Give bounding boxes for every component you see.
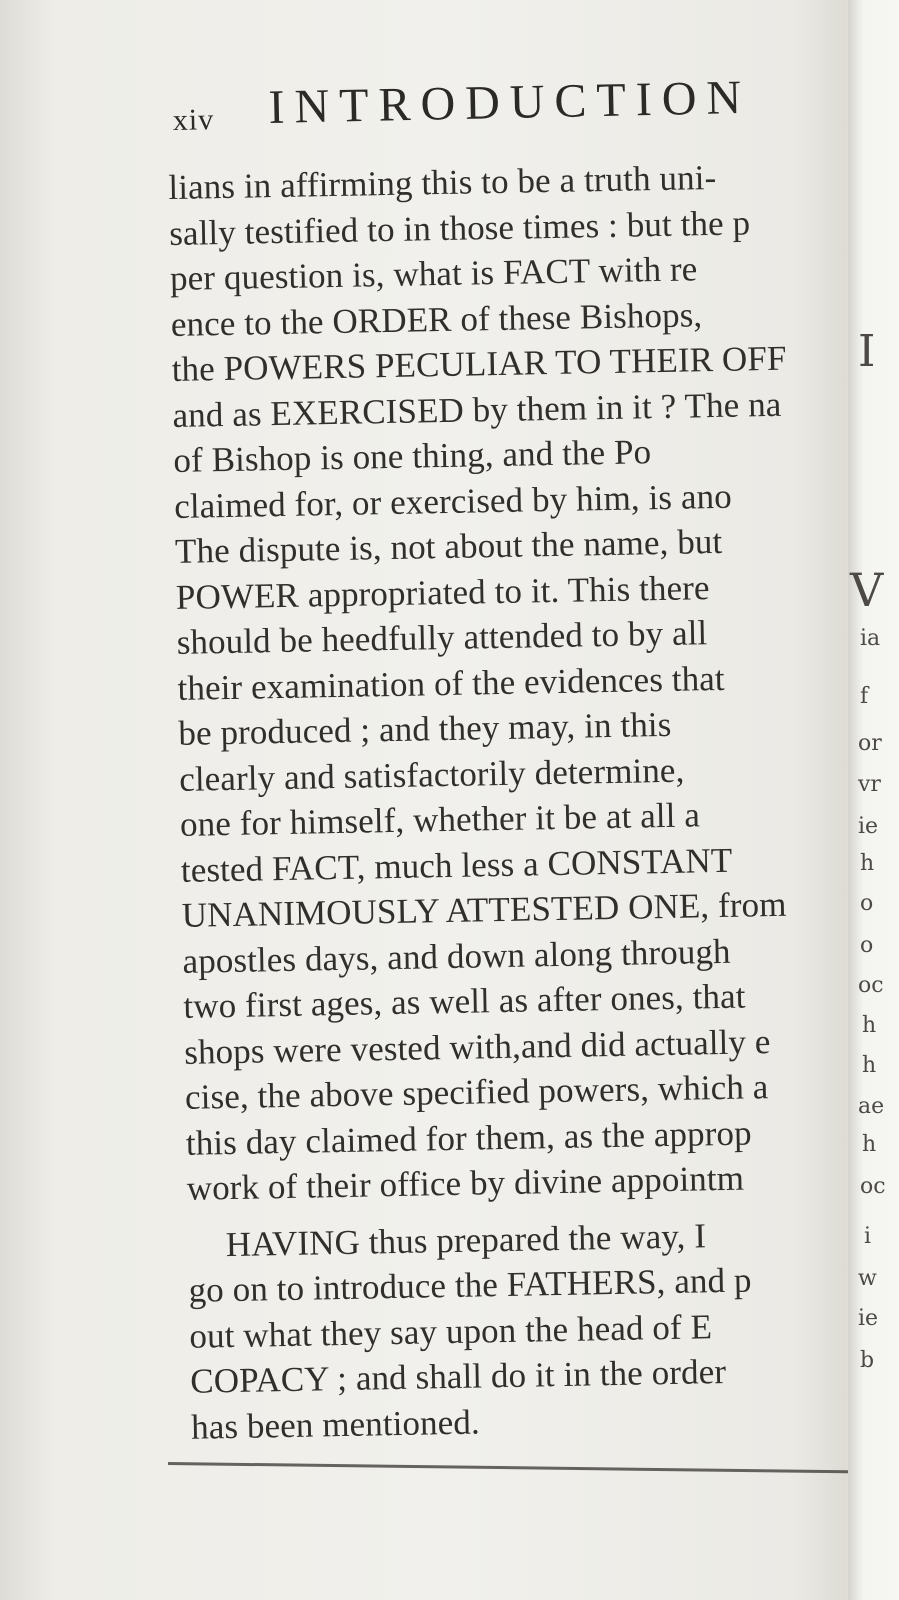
- running-title: INTRODUCTION: [267, 70, 752, 134]
- leaf-fragment: or: [858, 731, 882, 756]
- text-line: this day claimed for them, as the approp: [185, 1112, 752, 1163]
- text-line: and as EXERCISED by them in it ? The na: [172, 384, 782, 435]
- page-number: xiv: [172, 103, 215, 137]
- text-line: per question is, what is FACT with re: [169, 249, 698, 298]
- text-line: lians in affirming this to be a truth uni-: [168, 157, 717, 207]
- text-line: work of their office by divine appointm: [186, 1158, 745, 1208]
- page-bottom-rule: [168, 1462, 858, 1473]
- text-line: clearly and satisfactorily determine,: [178, 750, 685, 799]
- leaf-fragment: vr: [858, 772, 881, 797]
- leaf-fragment: o: [860, 933, 874, 958]
- text-line: COPACY ; and shall do it in the order: [189, 1351, 727, 1401]
- leaf-fragment: h: [862, 1013, 877, 1038]
- text-line: cise, the above specified powers, which a: [184, 1067, 769, 1117]
- text-line: the POWERS PECULIAR TO THEIR OFF: [171, 338, 787, 389]
- leaf-fragment: ae: [858, 1094, 885, 1119]
- text-line: UNANIMOUSLY ATTESTED ONE, from: [181, 884, 787, 935]
- text-line: of Bishop is one thing, and the Po: [173, 432, 652, 480]
- text-line: apostles days, and down along through: [182, 931, 731, 981]
- text-line: sally testified to in those times : but the p: [168, 202, 751, 253]
- text-line: ence to the ORDER of these Bishops,: [170, 294, 703, 344]
- text-line: HAVING thus prepared the way, I: [225, 1215, 707, 1264]
- leaf-fragment: h: [862, 1053, 877, 1078]
- text-line: out what they say upon the head of E: [189, 1306, 713, 1356]
- running-header: [172, 68, 843, 138]
- leaf-fragment: oc: [860, 1174, 886, 1199]
- leaf-fragment: b: [860, 1348, 875, 1373]
- text-line: has been mentioned.: [190, 1402, 481, 1447]
- leaf-fragment: f: [860, 684, 869, 709]
- text-line: go on to introduce the FATHERS, and p: [188, 1260, 752, 1310]
- leaf-fragment: ie: [858, 814, 879, 839]
- leaf-fragment: h: [860, 851, 875, 876]
- leaf-fragment: o: [860, 891, 874, 916]
- text-line: tested FACT, much less a CONSTANT: [180, 840, 733, 890]
- leaf-fragment: w: [858, 1266, 877, 1291]
- text-line: shops were vested with,and did actually e: [183, 1021, 771, 1072]
- leaf-fragment: i: [864, 1224, 872, 1249]
- text-line: their examination of the evidences that: [177, 658, 726, 708]
- text-line: The dispute is, not about the name, but: [174, 521, 723, 571]
- text-line: claimed for, or exercised by him, is ano: [173, 476, 733, 526]
- text-line: one for himself, whether it be at all a: [179, 795, 701, 844]
- text-line: should be heedfully attended to by all: [176, 613, 708, 662]
- leaf-fragment: I: [858, 326, 876, 377]
- body-text: [168, 152, 885, 1464]
- text-line: POWER appropriated to it. This there: [175, 567, 710, 617]
- leaf-fragment: V: [850, 563, 884, 617]
- leaf-fragment: ie: [858, 1306, 879, 1331]
- leaf-fragment: h: [862, 1132, 877, 1157]
- leaf-fragment: ia: [860, 626, 881, 651]
- text-line: be produced ; and they may, in this: [178, 704, 672, 753]
- leaf-fragment: oc: [858, 973, 884, 998]
- text-line: two first ages, as well as after ones, that: [183, 976, 746, 1026]
- adjacent-page-edge: [848, 0, 899, 1600]
